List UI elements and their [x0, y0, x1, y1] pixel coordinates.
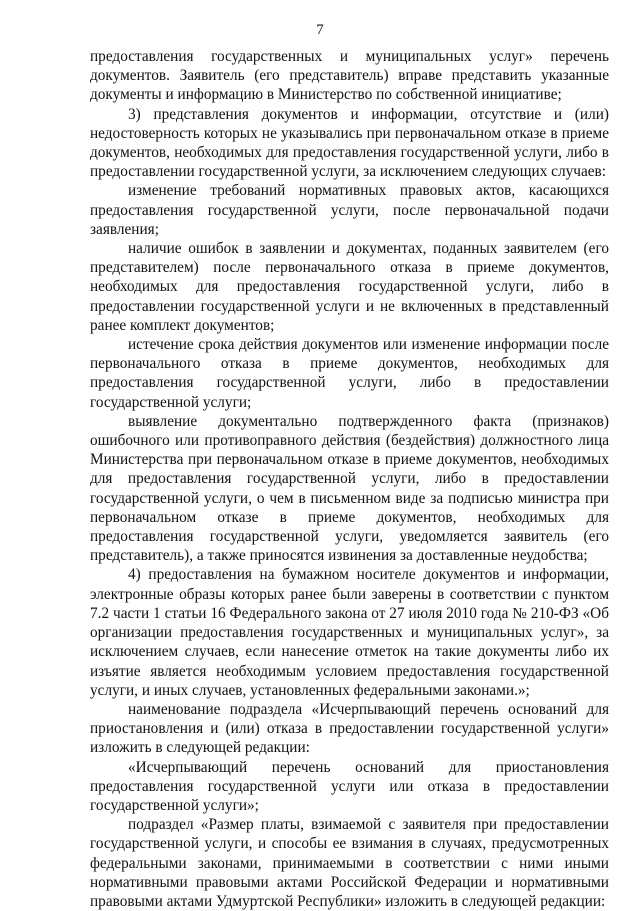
- page-number: 7: [316, 22, 324, 38]
- paragraph: наименование подраздела «Исчерпывающий перечень оснований для приостановления и (или) отказа в предоставлении государственной услуги» изложить в следующей редакции:: [90, 700, 609, 757]
- paragraph: предоставления государственных и муниципальных услуг» перечень документов. Заявитель (его представитель) вправе представить указанные документы и информацию в Министерство по собственной инициативе;: [90, 48, 609, 104]
- paragraph: изменение требований нормативных правовых актов, касающихся предоставления государственной услуги, после первоначальной подачи заявления;: [90, 182, 609, 238]
- paragraph: истечение срока действия документов или изменение информации после первоначального отказа в приеме документов, необходимых для предоставления государственной услуги, либо в предоставлении государственной услуги;: [90, 336, 609, 411]
- paragraph: 4) предоставления на бумажном носителе документов и информации, электронные образы которых ранее были заверены в соответствии с пунктом 7.2 части 1 статьи 16 Федерального закона от 27 июля 2010 года № 210-ФЗ «Об организации предоставления государственных и муниципальных услуг», за исключением случаев, если нанесение отметок на такие документы либо их изъятие является необходимым условием предоставления государственной услуги, и иных случаев, установленных федеральными законами.»;: [90, 566, 609, 699]
- paragraph: 3) представления документов и информации, отсутствие и (или) недостоверность которых не указывались при первоначальном отказе в приеме документов, необходимых для предоставления государственной услуги, либо в предоставлении государственной услуги, за исключением следующих случаев:: [90, 105, 609, 181]
- document-body: [90, 47, 609, 911]
- paragraph: наличие ошибок в заявлении и документах, поданных заявителем (его представителем) после первоначального отказа в приеме документов, необходимых для предоставления государственной услуги, либо в предоставлении государственной услуги и не включенных в представленный ранее комплект документов;: [90, 240, 609, 334]
- paragraph: подраздел «Размер платы, взимаемой с заявителя при предоставлении государственной услуги, и способы ее взимания в случаях, предусмотренных федеральными законами, принимаемыми в соответствии с ними иными нормативными правовыми актами Российской Федерации и нормативными правовыми актами Удмуртской Республики» изложить в следующей редакции:: [90, 816, 609, 910]
- paragraph: выявление документально подтвержденного факта (признаков) ошибочного или противоправного действия (бездействия) должностного лица Министерства при первоначальном отказе в приеме документов, необходимых для предоставления государственной услуги, либо в предоставлении государственной услуги, о чем в письменном виде за подписью министра при первоначальном отказе в приеме документов, необходимых для предоставления государственной услуги, уведомляется заявитель (его представитель), а также приносятся извинения за доставленные неудобства;: [90, 412, 609, 565]
- paragraph: «Исчерпывающий перечень оснований для приостановления предоставления государственной услуги или отказа в предоставлении государственной услуги»;: [90, 758, 609, 814]
